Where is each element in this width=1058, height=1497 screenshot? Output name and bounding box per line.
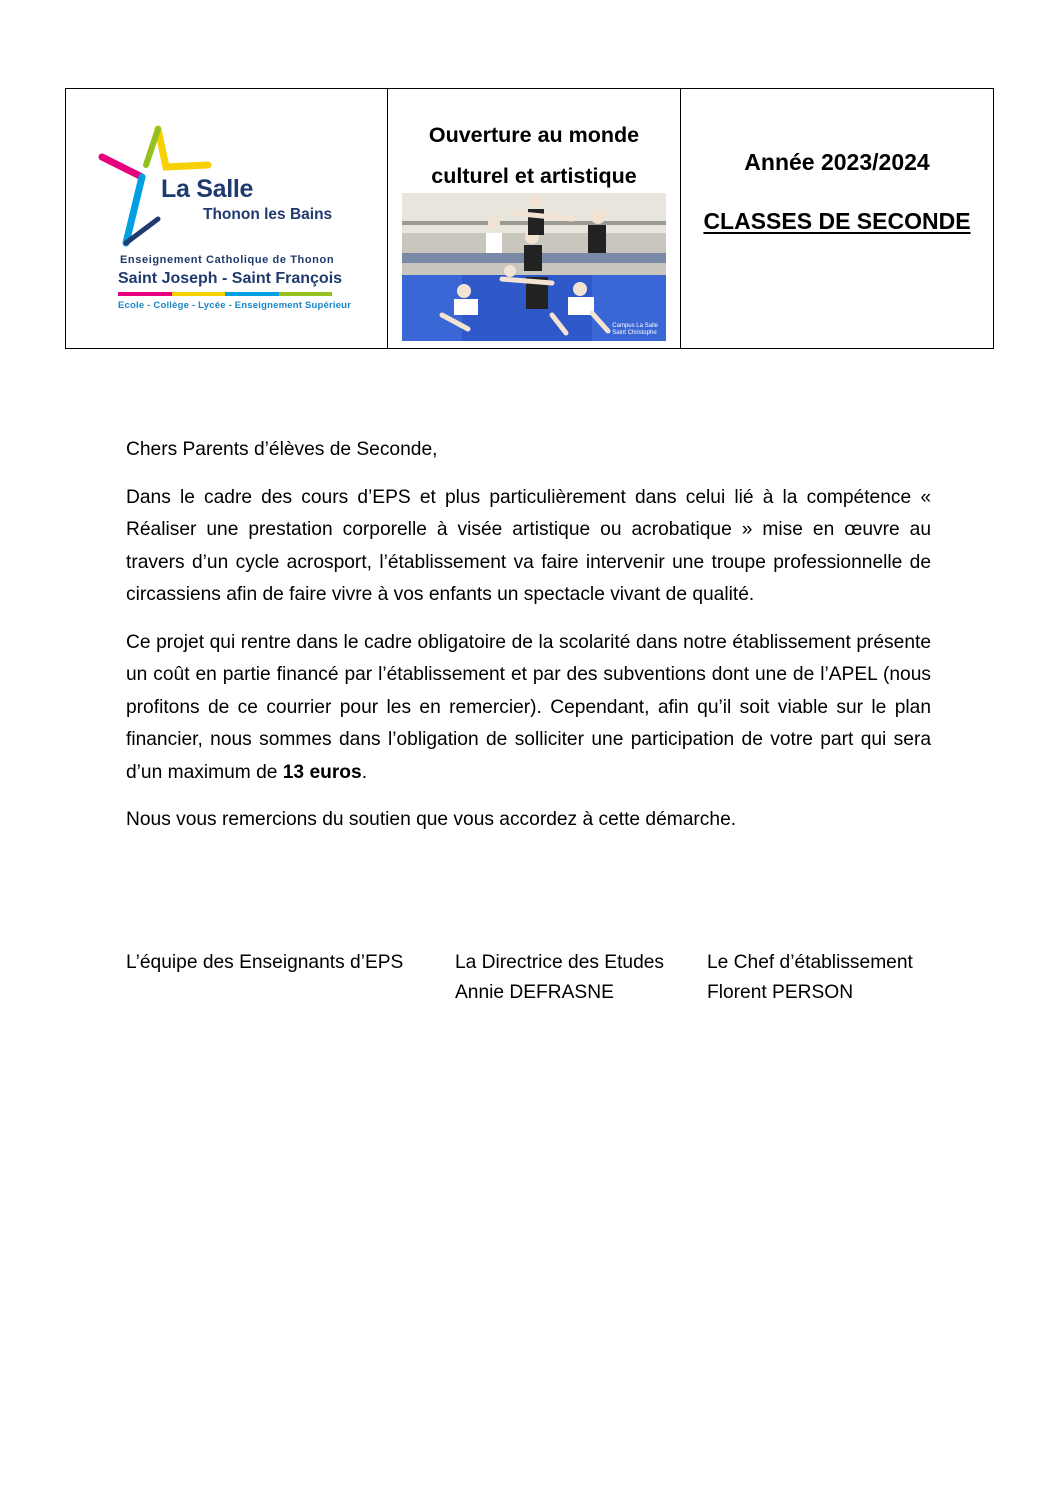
- header-table: [65, 88, 994, 349]
- year-cell: [681, 89, 993, 348]
- title-cell: [388, 89, 681, 348]
- title-line-1: Ouverture au monde: [428, 123, 640, 147]
- logo-levels: Ecole - Collège - Lycée - Enseignement Supérieur: [118, 300, 352, 311]
- acrosport-photo: [402, 193, 666, 341]
- signature-name: Florent PERSON: [707, 982, 854, 1003]
- letter-paragraph-3: Nous vous remercions du soutien que vous accordez à cette démarche.: [126, 809, 737, 830]
- letter-body: [126, 434, 931, 852]
- signature-role: L’équipe des Enseignants d’EPS: [126, 952, 404, 973]
- letter-greeting: Chers Parents d’élèves de Seconde,: [126, 439, 438, 460]
- paragraph-2-end: .: [361, 761, 368, 783]
- logo-color-bar: [118, 292, 332, 296]
- signature-eps-team: [126, 948, 403, 978]
- signature-role: Le Chef d’établissement: [707, 952, 913, 973]
- logo-name: La Salle: [161, 175, 254, 203]
- logo-caption: Enseignement Catholique de Thonon: [120, 254, 335, 266]
- document-title: [388, 115, 680, 197]
- paragraph-2-text: Ce projet qui rentre dans le cadre obligatoire de la scolarité dans notre établissement présente un coût en partie financé par l’établissement et par des subventions dont une de l’APEL (nous profitons de ce courrier pour les en remercier). Cependant, afin qu’il soit viable sur le plan financier, nous sommes dans l’obligation de solliciter une participation de votre part qui sera d’un maximum de: [126, 631, 931, 783]
- participation-amount: 13 euros: [282, 761, 362, 783]
- title-line-2: culturel et artistique: [431, 164, 637, 188]
- target-classes: CLASSES DE SECONDE: [703, 208, 971, 234]
- logo-cell: [66, 89, 388, 348]
- signature-director-of-studies: [455, 948, 664, 1008]
- letter-paragraph-1: Dans le cadre des cours d’EPS et plus particulièrement dans celui lié à la compétence « Réaliser une prestation corporelle à visée artistique ou acrobatique » mise en œuvre au travers d’un cycle acrosport, l’établissement va faire intervenir une troupe professionnelle de circassiens afin de faire vivre à vos enfants un spectacle vivant de qualité.: [126, 486, 931, 605]
- signature-name: Annie DEFRASNE: [455, 982, 614, 1003]
- signature-role: La Directrice des Etudes: [455, 952, 665, 973]
- school-year: Année 2023/2024: [744, 149, 930, 175]
- logo-city: Thonon les Bains: [203, 206, 333, 223]
- logo-schools: Saint Joseph - Saint François: [118, 270, 343, 287]
- signature-head-of-school: [707, 948, 913, 1008]
- letter-paragraph-2: [126, 627, 931, 790]
- photo-watermark: Campus La Salle Saint Christophe: [612, 323, 658, 336]
